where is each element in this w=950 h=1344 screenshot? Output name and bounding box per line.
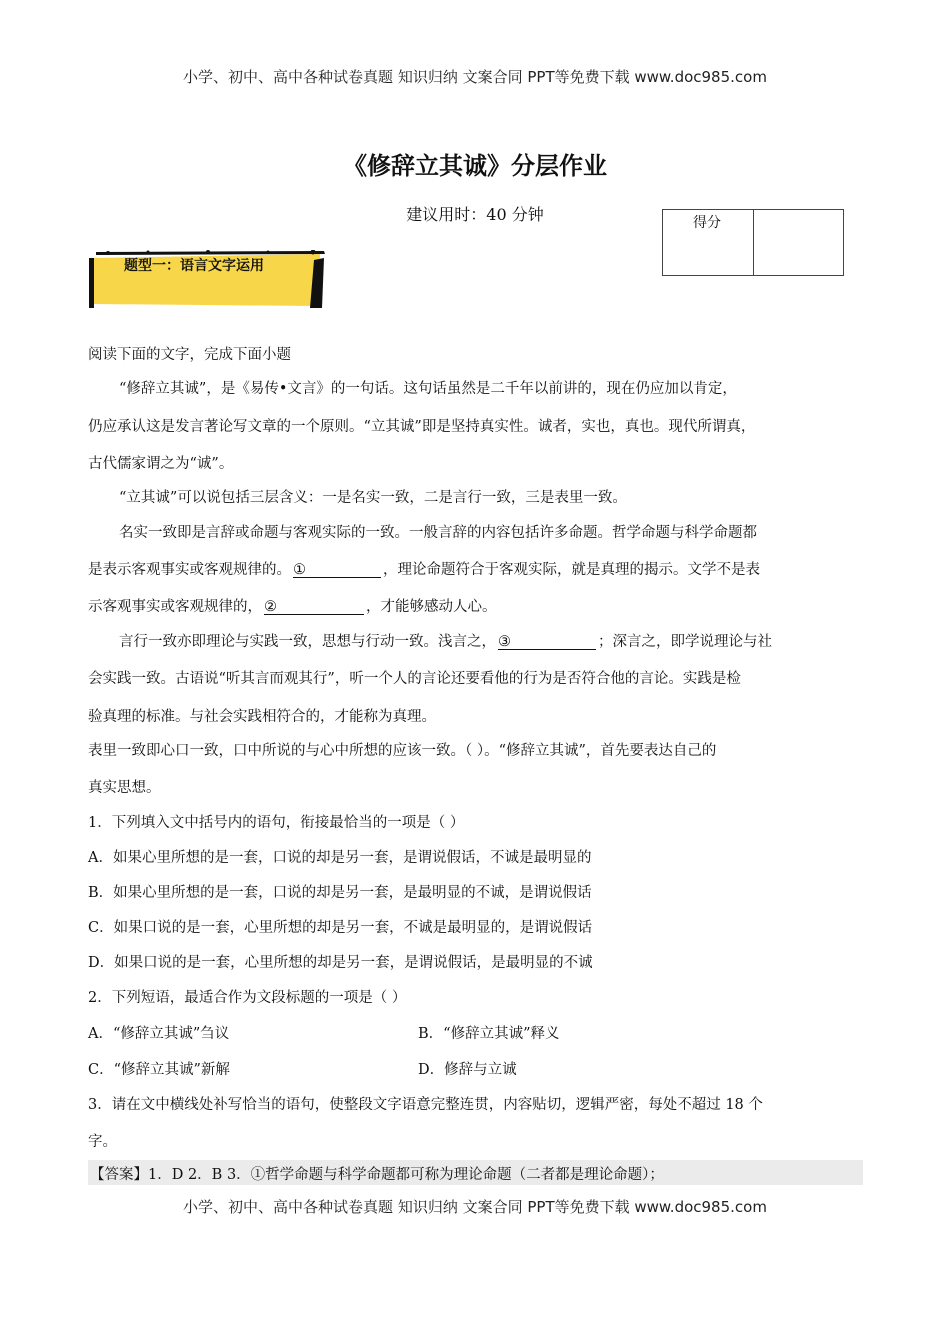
header-watermark-text: 小学、初中、高中各种试卷真题 知识归纳 文案合同 PPT等免费下载 www.doc985.com bbox=[183, 68, 767, 86]
passage-line-with-blank bbox=[119, 630, 772, 651]
question-3: 3．请在文中横线处补写恰当的语句，使整段文字语意完整连贯，内容贴切，逻辑严密，每处不超过 18 个 bbox=[88, 1097, 763, 1113]
passage-text: ；深言之，即学说理论与社 bbox=[598, 634, 772, 650]
passage-line: 会实践一致。古语说“听其言而观其行”，听一个人的言论还要看他的行为是否符合他的言论。实践是检 bbox=[88, 671, 741, 687]
passage-line-with-blank bbox=[88, 558, 760, 579]
blank-1-marker: ① bbox=[293, 562, 306, 578]
q1-option-d: D．如果口说的是一套，心里所想的却是另一套，是谓说假话，是最明显的不诚 bbox=[88, 955, 593, 971]
blank-3[interactable] bbox=[498, 634, 596, 650]
reading-intro: 阅读下面的文字，完成下面小题 bbox=[88, 347, 291, 363]
question-3-continued: 字。 bbox=[88, 1134, 117, 1150]
answer-text: 【答案】1．D 2．B 3．①哲学命题与科学命题都可称为理论命题（二者都是理论命题）； bbox=[90, 1167, 664, 1183]
section-banner-title: 题型一：语言文字运用 bbox=[124, 258, 264, 274]
passage-line: “立其诚”可以说包括三层含义：一是名实一致，二是言行一致，三是表里一致。 bbox=[119, 490, 627, 506]
blank-3-marker: ③ bbox=[498, 634, 511, 650]
page-title: 《修辞立其诚》分层作业 bbox=[343, 152, 607, 180]
passage-line: “修辞立其诚”，是《易传•文言》的一句话。这句话虽然是二千年以前讲的，现在仍应加以肯定， bbox=[119, 381, 737, 397]
blank-1[interactable] bbox=[293, 562, 381, 578]
passage-text: 示客观事实或客观规律的， bbox=[88, 599, 262, 615]
suggested-time: 建议用时：40 分钟 bbox=[406, 205, 544, 224]
passage-text: ，理论命题符合于客观实际，就是真理的揭示。文学不是表 bbox=[383, 562, 760, 578]
passage-line: 验真理的标准。与社会实践相符合的，才能称为真理。 bbox=[88, 709, 436, 725]
passage-text: 是表示客观事实或客观规律的。 bbox=[88, 562, 291, 578]
blank-2[interactable] bbox=[264, 599, 364, 615]
question-2: 2．下列短语，最适合作为文段标题的一项是（ ） bbox=[88, 990, 407, 1006]
passage-line: 表里一致即心口一致，口中所说的与心中所想的应该一致。（ ）。“修辞立其诚”，首先要表达自己的 bbox=[88, 743, 717, 759]
q1-option-c: C．如果口说的是一套，心里所想的却是另一套，不诚是最明显的，是谓说假话 bbox=[88, 920, 593, 936]
passage-text: ，才能够感动人心。 bbox=[366, 599, 497, 615]
passage-line: 古代儒家谓之为“诚”。 bbox=[88, 456, 234, 472]
q2-option-c: C．“修辞立其诚”新解 bbox=[88, 1062, 230, 1078]
score-divider bbox=[753, 210, 754, 275]
passage-line: 名实一致即是言辞或命题与客观实际的一致。一般言辞的内容包括许多命题。哲学命题与科学命题都 bbox=[119, 525, 757, 541]
passage-text: 言行一致亦即理论与实践一致，思想与行动一致。浅言之， bbox=[119, 634, 496, 650]
question-1: 1．下列填入文中括号内的语句，衔接最恰当的一项是（ ） bbox=[88, 815, 465, 831]
q2-option-a: A．“修辞立其诚”刍议 bbox=[88, 1026, 230, 1042]
q1-option-b: B．如果心里所想的是一套，口说的却是另一套，是最明显的不诚，是谓说假话 bbox=[88, 885, 592, 901]
passage-line: 仍应承认这是发言著论写文章的一个原则。“立其诚”即是坚持真实性。诚者，实也，真也。现代所谓真， bbox=[88, 419, 756, 435]
passage-line: 真实思想。 bbox=[88, 780, 161, 796]
footer-watermark-text: 小学、初中、高中各种试卷真题 知识归纳 文案合同 PPT等免费下载 www.doc985.com bbox=[183, 1198, 767, 1216]
blank-2-marker: ② bbox=[264, 599, 277, 615]
q2-option-d: D．修辞与立诚 bbox=[418, 1062, 517, 1078]
q2-option-b: B．“修辞立其诚”释义 bbox=[418, 1026, 560, 1042]
q1-option-a: A．如果心里所想的是一套，口说的却是另一套，是谓说假话，不诚是最明显的 bbox=[88, 850, 592, 866]
score-box bbox=[662, 209, 844, 276]
score-label: 得分 bbox=[693, 215, 721, 231]
passage-line-with-blank bbox=[88, 595, 497, 616]
